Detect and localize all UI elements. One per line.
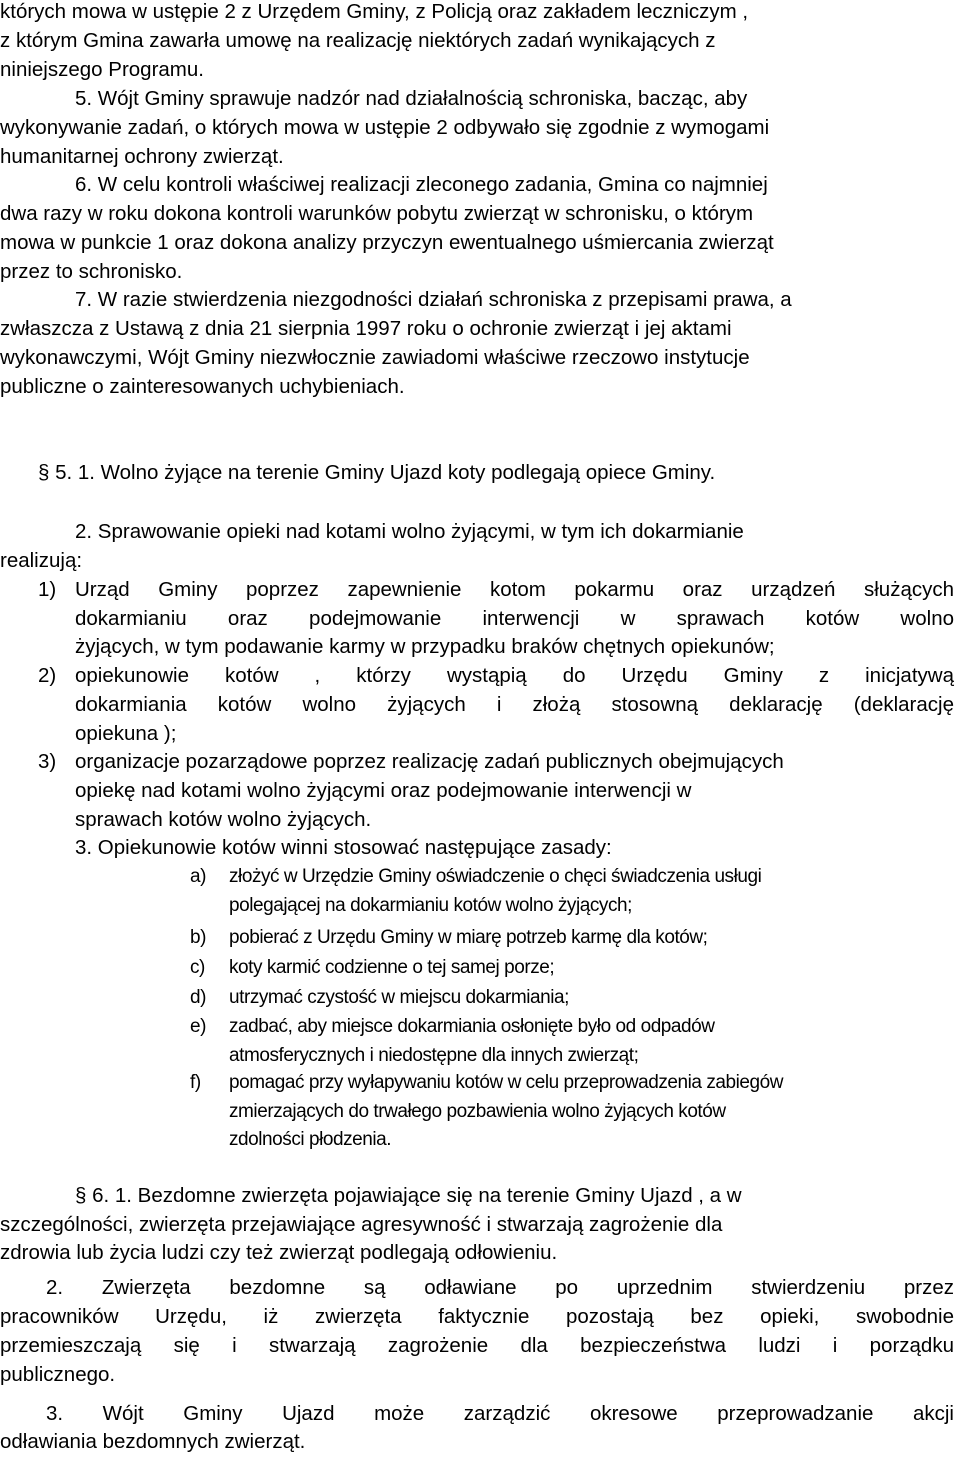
text-line: żyjących, w tym podawanie karmy w przypadku braków chętnych opiekunów;	[75, 635, 775, 658]
text-line: 2. Sprawowanie opieki nad kotami wolno żyjącymi, w tym ich dokarmianie	[75, 520, 744, 543]
text-line: wykonawczymi, Wójt Gminy niezwłocznie zawiadomi właściwe rzeczowo instytucje	[0, 346, 750, 369]
text-line: 2. Zwierzęta bezdomne są odławiane po uprzednim stwierdzeniu przez	[46, 1276, 954, 1299]
text-line: opiekunowie kotów , którzy wystąpią do Urzędu Gminy z inicjatywą	[75, 664, 954, 687]
text-line: z którym Gmina zawarła umowę na realizację niektórych zadań wynikających z	[0, 29, 716, 52]
text-line: zdrowia lub życia ludzi czy też zwierząt podlegają odłowieniu.	[0, 1241, 558, 1264]
text-line: utrzymać czystość w miejscu dokarmiania;	[229, 987, 569, 1008]
list-marker: 1)	[38, 578, 57, 601]
text-line: dwa razy w roku dokona kontroli warunków pobytu zwierząt w schronisku, o którym	[0, 202, 754, 225]
text-line: przemieszczają się i stwarzają zagrożenie dla bezpieczeństwa ludzi i porządku	[0, 1334, 954, 1357]
text-line: wykonywanie zadań, o których mowa w ustępie 2 odbywało się zgodnie z wymogami	[0, 116, 770, 139]
list-marker: d)	[190, 987, 206, 1008]
text-line: publiczne o zainteresowanych uchybieniach.	[0, 375, 405, 398]
text-line: zmierzających do trwałego pozbawienia wolno żyjących kotów	[229, 1101, 726, 1122]
text-line: atmosferycznych i niedostępne dla innych zwierząt;	[229, 1045, 639, 1066]
list-marker: b)	[190, 927, 206, 948]
text-line: opiekę nad kotami wolno żyjącymi oraz podejmowanie interwencji w	[75, 779, 692, 802]
text-line: realizują:	[0, 549, 83, 572]
text-line: dokarmianiu oraz podejmowanie interwencji w sprawach kotów wolno	[75, 607, 954, 630]
list-marker: c)	[190, 957, 205, 978]
list-marker: a)	[190, 866, 206, 887]
text-line: polegającej na dokarmianiu kotów wolno żyjących;	[229, 895, 632, 916]
section-heading-6: § 6. 1. Bezdomne zwierzęta pojawiające się na terenie Gminy Ujazd , a w	[75, 1184, 742, 1207]
text-line: pomagać przy wyłapywaniu kotów w celu przeprowadzenia zabiegów	[229, 1072, 784, 1093]
text-line: publicznego.	[0, 1363, 116, 1386]
text-line: przez to schronisko.	[0, 260, 183, 283]
text-line: zwłaszcza z Ustawą z dnia 21 sierpnia 1997 roku o ochronie zwierząt i jej aktami	[0, 317, 732, 340]
text-line: zadbać, aby miejsce dokarmiania osłonięte było od odpadów	[229, 1016, 715, 1037]
text-line: 5. Wójt Gminy sprawuje nadzór nad działalnością schroniska, bacząc, aby	[75, 87, 748, 110]
text-line: pobierać z Urzędu Gminy w miarę potrzeb karmę dla kotów;	[229, 927, 708, 948]
text-line: dokarmiania kotów wolno żyjących i złożą stosowną deklarację (deklarację	[75, 693, 954, 716]
text-line: 3. Opiekunowie kotów winni stosować następujące zasady:	[75, 836, 612, 859]
text-line: 3. Wójt Gminy Ujazd może zarządzić okresowe przeprowadzanie akcji	[46, 1402, 954, 1425]
text-line: zdolności płodzenia.	[229, 1129, 392, 1150]
text-line: 6. W celu kontroli właściwej realizacji zleconego zadania, Gmina co najmniej	[75, 173, 768, 196]
text-line: odławiania bezdomnych zwierząt.	[0, 1430, 306, 1453]
text-line: organizacje pozarządowe poprzez realizację zadań publicznych obejmujących	[75, 750, 784, 773]
list-marker: e)	[190, 1016, 206, 1037]
text-line: niniejszego Programu.	[0, 58, 204, 81]
text-line: których mowa w ustępie 2 z Urzędem Gminy, z Policją oraz zakładem leczniczym ,	[0, 0, 749, 23]
text-line: złożyć w Urzędzie Gminy oświadczenie o chęci świadczenia usługi	[229, 866, 762, 887]
text-line: 7. W razie stwierdzenia niezgodności działań schroniska z przepisami prawa, a	[75, 288, 792, 311]
text-line: opiekuna );	[75, 722, 177, 745]
list-marker: 2)	[38, 664, 57, 687]
section-heading-5: § 5. 1. Wolno żyjące na terenie Gminy Ujazd koty podlegają opiece Gminy.	[38, 461, 716, 484]
list-marker: f)	[190, 1072, 201, 1093]
text-line: sprawach kotów wolno żyjących.	[75, 808, 372, 831]
list-marker: 3)	[38, 750, 57, 773]
text-line: koty karmić codzienne o tej samej porze;	[229, 957, 555, 978]
text-line: mowa w punkcie 1 oraz dokona analizy przyczyn ewentualnego uśmiercania zwierząt	[0, 231, 774, 254]
text-line: szczególności, zwierzęta przejawiające agresywność i stwarzają zagrożenie dla	[0, 1213, 723, 1236]
text-line: humanitarnej ochrony zwierząt.	[0, 145, 284, 168]
text-line: pracowników Urzędu, iż zwierzęta faktycznie pozostają bez opieki, swobodnie	[0, 1305, 954, 1328]
text-line: Urząd Gminy poprzez zapewnienie kotom pokarmu oraz urządzeń służących	[75, 578, 954, 601]
